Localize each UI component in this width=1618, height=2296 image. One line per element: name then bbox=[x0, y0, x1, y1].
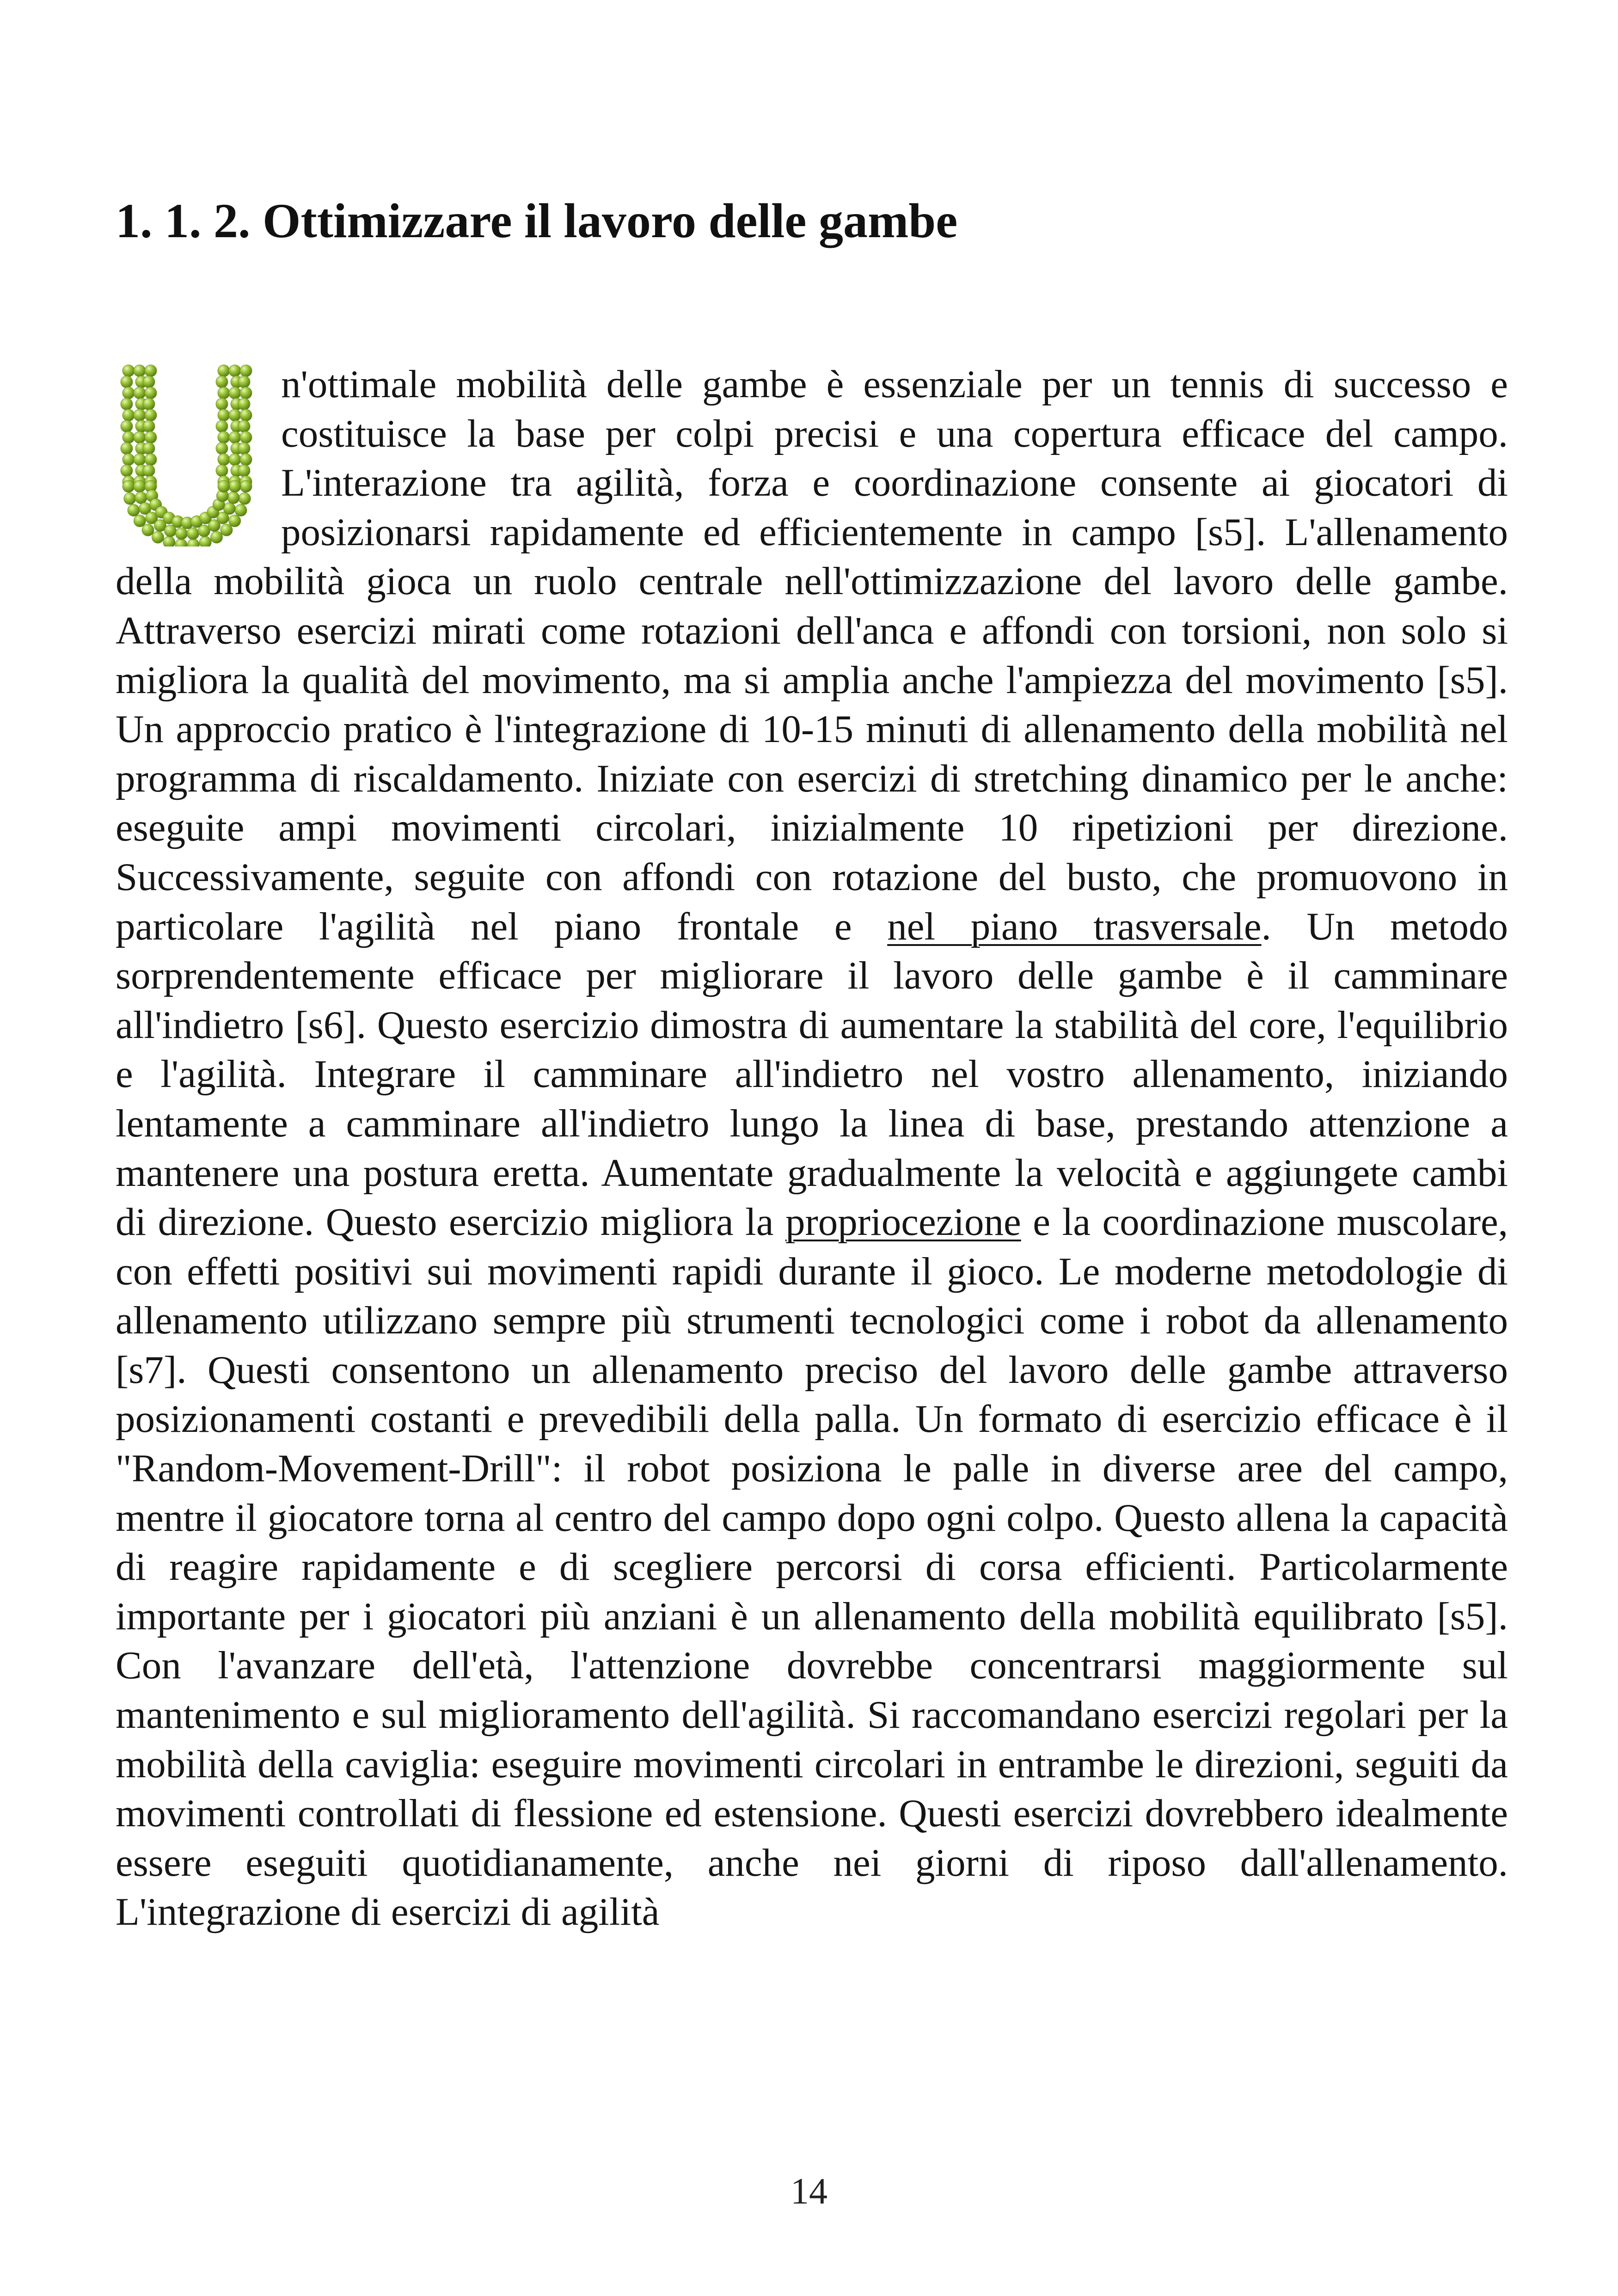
tennis-ball-dot bbox=[238, 398, 250, 410]
tennis-ball-dot bbox=[229, 365, 241, 377]
tennis-ball-dot bbox=[199, 536, 211, 546]
tennis-ball-dot bbox=[134, 480, 146, 492]
drop-cap bbox=[116, 362, 264, 550]
tennis-ball-dot bbox=[216, 420, 228, 432]
tennis-ball-dot bbox=[216, 398, 228, 410]
tennis-ball-dot bbox=[123, 431, 135, 443]
tennis-ball-dot bbox=[123, 409, 135, 421]
tennis-ball-dot bbox=[218, 409, 230, 421]
tennis-ball-dot bbox=[223, 503, 235, 515]
tennis-ball-dot bbox=[221, 524, 233, 536]
tennis-ball-dot bbox=[134, 431, 146, 443]
tennis-ball-dot bbox=[134, 515, 146, 527]
tennis-ball-dot bbox=[121, 376, 133, 388]
tennis-ball-dot bbox=[187, 528, 199, 540]
tennis-ball-dot bbox=[218, 387, 230, 399]
tennis-ball-dot bbox=[134, 454, 146, 466]
tennis-ball-dot bbox=[124, 492, 136, 504]
tennis-ball-dot bbox=[175, 539, 187, 546]
tennis-ball-dot bbox=[240, 480, 252, 492]
tennis-ball-dot bbox=[229, 387, 241, 399]
tennis-ball-dot bbox=[218, 480, 230, 492]
tennis-ball-dot bbox=[218, 431, 230, 443]
tennis-ball-dot bbox=[123, 454, 135, 466]
tennis-ball-dot bbox=[238, 465, 250, 477]
tennis-ball-dot bbox=[239, 492, 251, 504]
link-propriocezione[interactable]: propriocezione bbox=[785, 1200, 1021, 1244]
page-number: 14 bbox=[791, 2171, 827, 2212]
tennis-ball-dot bbox=[240, 454, 252, 466]
tennis-ball-dot bbox=[143, 442, 155, 454]
tennis-ball-letter-u-icon bbox=[116, 362, 259, 546]
tennis-ball-dot bbox=[152, 531, 164, 543]
tennis-ball-dot bbox=[240, 431, 252, 443]
tennis-ball-dot bbox=[145, 365, 157, 377]
tennis-ball-dot bbox=[134, 409, 146, 421]
tennis-ball-dot bbox=[145, 431, 157, 443]
tennis-ball-dot bbox=[143, 398, 155, 410]
body-text-part-3: e la coordinazione muscolare, con effetti positivi sui movimenti rapidi durante il gioco. Le moderne metodologie di allenamento utilizzano sempre più strumenti tecnologici come i robot da allenamento [s7]. Questi consentono un allenamento preciso del lavoro delle gambe attraverso posizionamenti costanti e prevedibili della palla. Un formato di esercizio efficace è il "Random-Movement-Drill": il robot posiziona le palle in diverse aree del campo, mentre il giocatore torna al centro del campo dopo ogni colpo. Questo allena la capacità di reagire rapidamente e di scegliere percorsi di corsa efficienti. Particolarmente importante per i giocatori più anziani è un allenamento della mobilità equilibrato [s5]. Con l'avanzare dell'età, l'attenzione dovrebbe concentrarsi maggiormente sul mantenimento e sul miglioramento dell'agilità. Si raccomandano esercizi regolari per la mobilità della caviglia: eseguire movimenti circolari in entrambe le direzioni, seguiti da movimenti controllati di flessione ed estensione. Questi esercizi dovrebbero idealmente essere eseguiti quotidianamente, anche nei giorni di riposo dall'allenamento. L'integrazione di esercizi di agilità bbox=[116, 1200, 1508, 1934]
tennis-ball-dot bbox=[216, 376, 228, 388]
tennis-ball-dot bbox=[216, 442, 228, 454]
tennis-ball-dot bbox=[121, 465, 133, 477]
tennis-ball-dot bbox=[235, 504, 247, 516]
tennis-ball-dot bbox=[211, 531, 223, 543]
tennis-ball-dot bbox=[121, 420, 133, 432]
tennis-ball-dot bbox=[134, 387, 146, 399]
tennis-ball-dot bbox=[229, 515, 241, 527]
tennis-ball-dot bbox=[145, 387, 157, 399]
tennis-ball-dot bbox=[128, 504, 140, 516]
tennis-ball-dot bbox=[134, 365, 146, 377]
tennis-ball-dot bbox=[176, 528, 188, 540]
tennis-ball-dot bbox=[123, 387, 135, 399]
tennis-ball-dot bbox=[145, 409, 157, 421]
tennis-ball-dot bbox=[229, 409, 241, 421]
tennis-ball-dot bbox=[218, 365, 230, 377]
tennis-ball-dot bbox=[121, 398, 133, 410]
tennis-ball-dot bbox=[135, 492, 147, 504]
tennis-ball-dot bbox=[240, 387, 252, 399]
tennis-ball-dot bbox=[227, 492, 239, 504]
tennis-ball-dot bbox=[238, 420, 250, 432]
tennis-ball-dot bbox=[142, 524, 154, 536]
tennis-ball-dot bbox=[218, 454, 230, 466]
tennis-ball-dot bbox=[187, 539, 199, 546]
tennis-ball-dot bbox=[143, 420, 155, 432]
tennis-ball-dot bbox=[121, 442, 133, 454]
link-nel-piano-trasversale[interactable]: nel piano trasversale bbox=[887, 904, 1262, 948]
body-paragraph bbox=[116, 360, 1508, 1937]
tennis-ball-dot bbox=[229, 480, 241, 492]
tennis-ball-dot bbox=[123, 365, 135, 377]
section-heading: 1. 1. 2. Ottimizzare il lavoro delle gambe bbox=[116, 194, 958, 248]
tennis-ball-dot bbox=[145, 454, 157, 466]
body-text-part-1: n'ottimale mobilità delle gambe è essenziale per un tennis di successo e costituisce la base per colpi precisi e una copertura efficace del campo. L'interazione tra agilità, forza e coordinazione consente ai giocatori di posizionarsi rapidamente ed efficientemente in campo [s5]. L'allenamento della mobilità gioca un ruolo centrale nell'ottimizzazione del lavoro delle gambe. Attraverso esercizi mirati come rotazioni dell'anca e affondi con torsioni, non solo si migliora la qualità del movimento, ma si amplia anche l'ampiezza del movimento [s5]. Un approccio pratico è l'integrazione di 10-15 minuti di allenamento della mobilità nel programma di riscaldamento. Iniziate con esercizi di stretching dinamico per le anche: eseguite ampi movimenti circolari, inizialmente 10 ripetizioni per direzione. Successivamente, seguite con affondi con rotazione del busto, che promuovono in particolare l'agilità nel piano frontale e bbox=[116, 362, 1508, 948]
tennis-ball-dot bbox=[143, 465, 155, 477]
tennis-ball-dot bbox=[163, 536, 175, 546]
tennis-ball-dot bbox=[238, 376, 250, 388]
tennis-ball-dot bbox=[240, 409, 252, 421]
tennis-ball-dot bbox=[229, 431, 241, 443]
tennis-ball-dot bbox=[216, 465, 228, 477]
tennis-ball-dot bbox=[229, 454, 241, 466]
tennis-ball-dot bbox=[238, 442, 250, 454]
tennis-ball-dot bbox=[240, 365, 252, 377]
tennis-ball-dot bbox=[143, 376, 155, 388]
tennis-ball-dot bbox=[123, 480, 135, 492]
body-text-part-2: . Un metodo sorprendentemente efficace per migliorare il lavoro delle gambe è il camminare all'indietro [s6]. Questo esercizio dimostra di aumentare la stabilità del core, l'equilibrio e l'agilità. Integrare il camminare all'indietro nel vostro allenamento, iniziando lentamente a camminare all'indietro lungo la linea di base, prestando attenzione a mantenere una postura eretta. Aumentate gradualmente la velocità e aggiungete cambi di direzione. Questo esercizio migliora la bbox=[116, 904, 1508, 1244]
